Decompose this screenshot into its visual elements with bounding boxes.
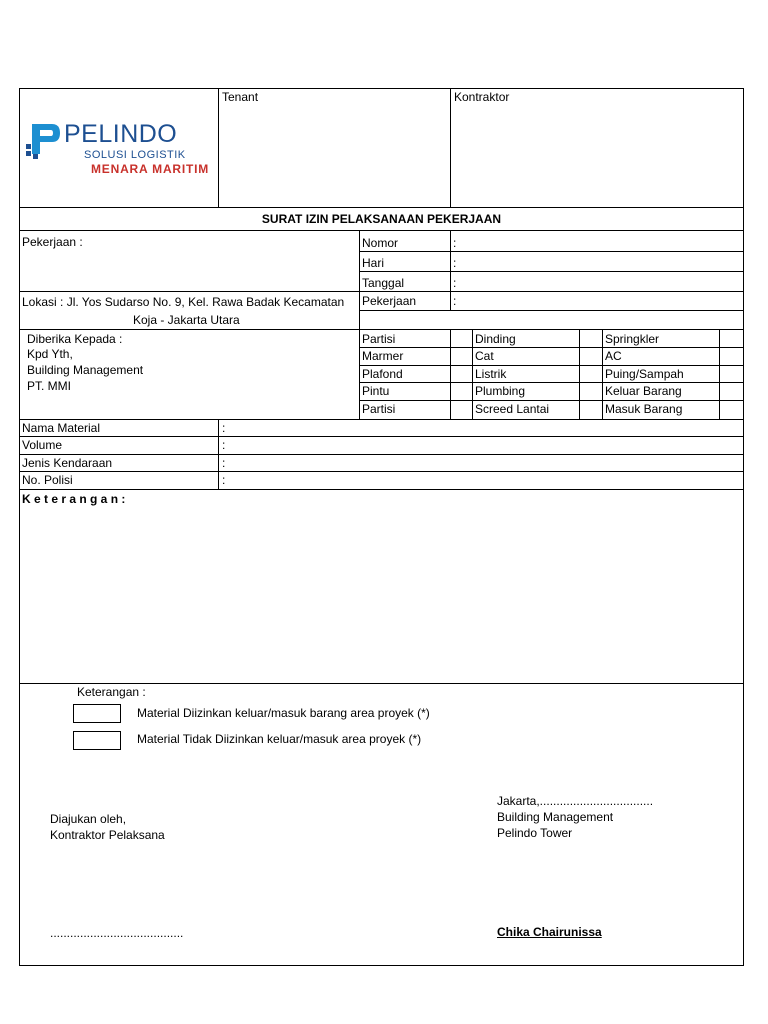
tanggal-colon: : [453, 276, 457, 290]
work-type-1-1: Partisi [362, 332, 396, 346]
work-type-checkbox-2-2[interactable] [580, 348, 602, 365]
lokasi-line1: Lokasi : Jl. Yos Sudarso No. 9, Kel. Rawa Badak Kecamatan [22, 295, 345, 309]
tanggal-label: Tanggal [362, 276, 405, 290]
work-type-checkbox-2-5[interactable] [580, 401, 602, 419]
work-type-checkbox-1-4[interactable] [451, 383, 472, 400]
nomor-colon: : [453, 236, 457, 250]
work-type-3-1: Springkler [605, 332, 660, 346]
work-type-checkbox-2-4[interactable] [580, 383, 602, 400]
work-type-checkbox-2-3[interactable] [580, 366, 602, 382]
work-type-3-2: AC [605, 349, 622, 363]
lokasi-line2: Koja - Jakarta Utara [133, 313, 240, 327]
work-type-checkbox-1-3[interactable] [451, 366, 472, 382]
diberikan-company: PT. MMI [27, 379, 71, 393]
submitted-by-label: Diajukan oleh, [50, 812, 127, 826]
work-type-3-3: Puing/Sampah [605, 367, 684, 381]
diberikan-dept: Building Management [27, 363, 144, 377]
volume-colon: : [222, 438, 226, 452]
kontraktor-label: Kontraktor [454, 90, 510, 104]
jenis-kendaraan-label: Jenis Kendaraan [22, 456, 113, 470]
submitted-by-role: Kontraktor Pelaksana [50, 828, 165, 842]
work-type-2-3: Listrik [475, 367, 507, 381]
work-type-1-3: Plafond [362, 367, 403, 381]
keterangan-header: K e t e r a n g a n : [22, 492, 126, 506]
logo-tagline-text: SOLUSI LOGISTIK [84, 149, 186, 161]
diberikan-to: Kpd Yth, [27, 347, 73, 361]
work-type-checkbox-3-4[interactable] [720, 383, 744, 400]
no-polisi-colon: : [222, 473, 226, 487]
approver-dept: Building Management [497, 810, 614, 824]
allowed-checkbox[interactable] [73, 704, 121, 723]
work-type-2-1: Dinding [475, 332, 516, 346]
submitted-by-signature-line: ........................................ [50, 926, 184, 940]
approver-name: Chika Chairunissa [497, 925, 602, 939]
hari-colon: : [453, 256, 457, 270]
no-polisi-label: No. Polisi [22, 473, 73, 487]
work-type-checkbox-3-3[interactable] [720, 366, 744, 382]
info-pekerjaan-colon: : [453, 294, 457, 308]
pelindo-logo [26, 118, 216, 178]
work-type-checkbox-1-2[interactable] [451, 348, 472, 365]
diberikan-label: Diberika Kepada : [27, 332, 123, 346]
work-type-2-4: Plumbing [475, 384, 526, 398]
pelindo-logo-mark-icon [26, 120, 62, 160]
logo-brand-text: PELINDO [64, 120, 178, 148]
work-type-1-4: Pintu [362, 384, 390, 398]
work-type-2-2: Cat [475, 349, 494, 363]
form-title: SURAT IZIN PELAKSANAAN PEKERJAAN [261, 212, 502, 226]
allowed-option-text: Material Diizinkan keluar/masuk barang area proyek (*) [137, 706, 430, 720]
tenant-label: Tenant [222, 90, 259, 104]
nama-material-label: Nama Material [22, 421, 101, 435]
jenis-kendaraan-colon: : [222, 456, 226, 470]
work-type-checkbox-2-1[interactable] [580, 330, 602, 347]
pekerjaan-label: Pekerjaan : [22, 235, 83, 249]
work-type-1-5: Partisi [362, 402, 396, 416]
info-pekerjaan-label: Pekerjaan [362, 294, 417, 308]
work-type-2-5: Screed Lantai [475, 402, 550, 416]
nomor-label: Nomor [362, 236, 399, 250]
denied-checkbox[interactable] [73, 731, 121, 750]
work-type-checkbox-1-1[interactable] [451, 330, 472, 347]
volume-label: Volume [22, 438, 63, 452]
work-type-checkbox-3-5[interactable] [720, 401, 744, 419]
work-type-3-4: Keluar Barang [605, 384, 682, 398]
approval-label: Keterangan : [77, 685, 146, 699]
work-type-checkbox-3-1[interactable] [720, 330, 744, 347]
hari-label: Hari [362, 256, 385, 270]
work-type-checkbox-1-5[interactable] [451, 401, 472, 419]
work-type-3-5: Masuk Barang [605, 402, 683, 416]
approval-place-date: Jakarta,.................................. [497, 794, 654, 808]
work-type-1-2: Marmer [362, 349, 404, 363]
approver-org: Pelindo Tower [497, 826, 573, 840]
work-type-checkbox-3-2[interactable] [720, 348, 744, 365]
logo-building-text: MENARA MARITIM [91, 162, 210, 176]
nama-material-colon: : [222, 421, 226, 435]
denied-option-text: Material Tidak Diizinkan keluar/masuk area proyek (*) [137, 732, 422, 746]
